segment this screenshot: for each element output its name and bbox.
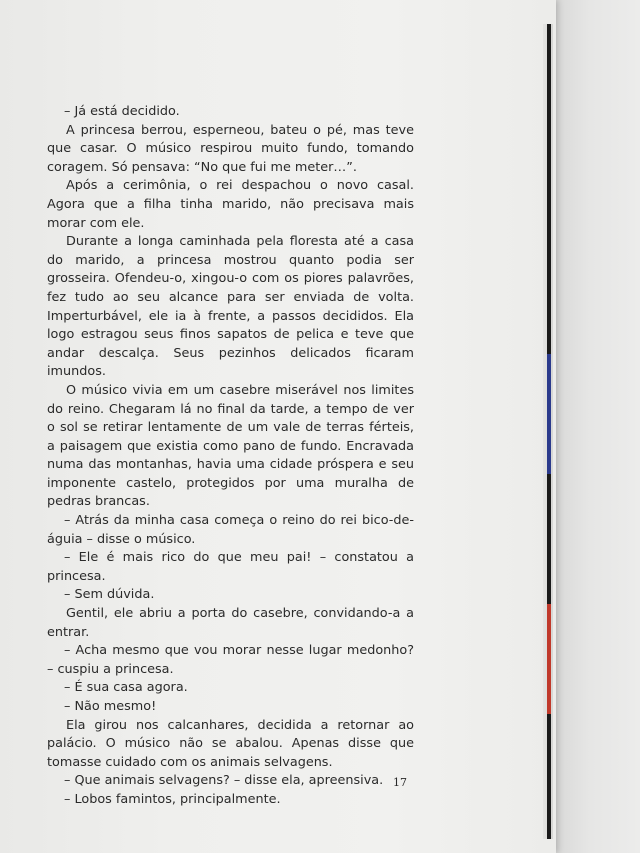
dialogue-line: – Não mesmo! [64, 699, 157, 714]
table-surface [556, 0, 640, 853]
paragraph: Ela girou nos calcanhares, decidida a retornar ao palácio. O músico não se abalou. Apenas disse que tomasse cuidado com os animais selvagens. [47, 717, 414, 770]
dialogue-line: – Ele é mais rico do que meu pai! – constatou a princesa. [47, 550, 414, 584]
paragraph: Durante a longa caminhada pela floresta até a casa do marido, a princesa mostrou quanto podia ser grosseira. Ofendeu-o, xingou-o com os piores palavrões, fez tudo ao seu alcance para ser enviada de volta. Imperturbável, ele ia à frente, a passos decididos. Ela logo estragou seus finos sapatos de pelica e teve que andar descalça. Seus pezinhos delicados ficaram imundos. [47, 234, 414, 380]
paragraph: – Já está decidido. [64, 104, 180, 119]
dialogue-line: – Atrás da minha casa começa o reino do rei bico-de-águia – disse o músico. [47, 513, 414, 547]
edge-stripe-blue [547, 354, 551, 474]
dialogue-line: – Acha mesmo que vou morar nesse lugar medonho? – cuspiu a princesa. [47, 643, 414, 677]
page-edge-stack [543, 24, 553, 839]
body-text [47, 103, 414, 810]
paragraph: Após a cerimônia, o rei despachou o novo casal. Agora que a filha tinha marido, não precisava mais morar com ele. [47, 178, 414, 231]
edge-stripe-red [547, 604, 551, 714]
edge-stripe-black [547, 24, 551, 354]
paragraph: Gentil, ele abriu a porta do casebre, convidando-a a entrar. [47, 606, 414, 640]
paragraph: A princesa berrou, esperneou, bateu o pé, mas teve que casar. O músico respirou muito fundo, tomando coragem. Só pensava: “No que fui me meter…”. [47, 122, 414, 175]
dialogue-line: – Sem dúvida. [64, 587, 155, 603]
edge-stripe-dark [547, 474, 551, 604]
dialogue-line: – É sua casa agora. [64, 680, 188, 696]
page-number: 17 [393, 776, 407, 789]
dialogue-line: – Lobos famintos, principalmente. [64, 791, 281, 807]
paragraph: O músico vivia em um casebre miserável nos limites do reino. Chegaram lá no final da tarde, a tempo de ver o sol se retirar lentamente de um vale de terras férteis, a paisagem que existia como pano de fundo. Encravada numa das montanhas, havia uma cidade próspera e seu imponente castelo, protegidos por uma muralha de pedras brancas. [47, 382, 414, 510]
edge-stripe-black-bottom [547, 714, 551, 839]
dialogue-line: – Que animais selvagens? – disse ela, apreensiva. [64, 773, 384, 789]
